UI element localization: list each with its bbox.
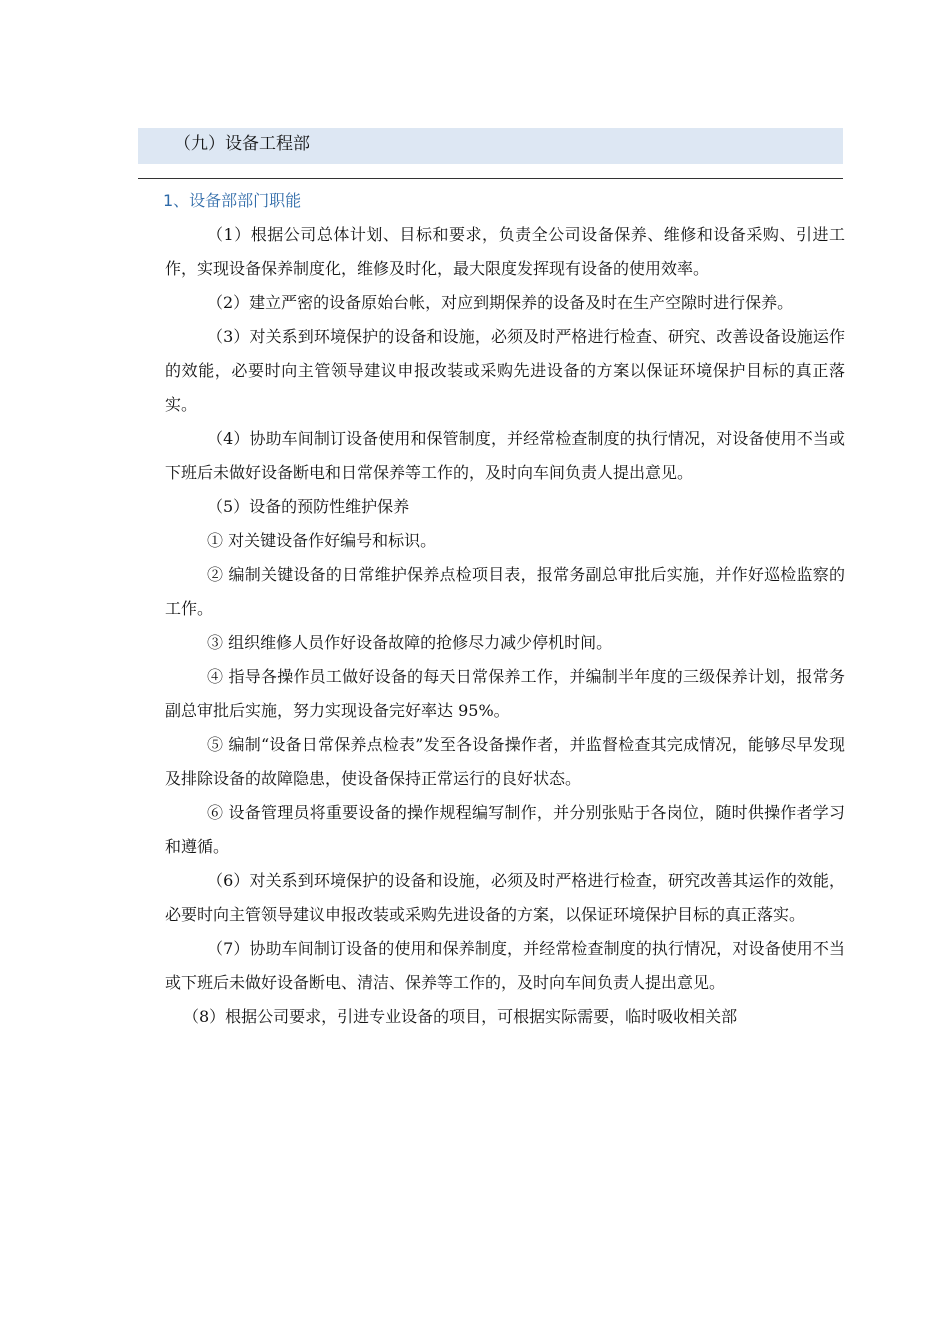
list-item-3: ③ 组织维修人员作好设备故障的抢修尽力减少停机时间。	[207, 633, 613, 652]
paragraph-3: （3）对关系到环境保护的设备和设施，必须及时严格进行检查、研究、改善设备设施运作的效能，必要时向主管领导建议申报改装或采购先进设备的方案以保证环境保护目标的真正落实。	[165, 327, 845, 414]
list-item-6: ⑥ 设备管理员将重要设备的操作规程编写制作，并分别张贴于各岗位，随时供操作者学习和遵循。	[165, 803, 845, 856]
paragraph-7: （7）协助车间制订设备的使用和保养制度，并经常检查制度的执行情况，对设备使用不当或下班后未做好设备断电、清洁、保养等工作的，及时向车间负责人提出意见。	[165, 939, 845, 992]
paragraph-1: （1）根据公司总体计划、目标和要求，负责全公司设备保养、维修和设备采购、引进工作，实现设备保养制度化，维修及时化，最大限度发挥现有设备的使用效率。	[165, 225, 845, 278]
list-item-2: ② 编制关键设备的日常维护保养点检项目表，报常务副总审批后实施，并作好巡检监察的工作。	[165, 565, 845, 618]
list-item-1: ① 对关键设备作好编号和标识。	[207, 531, 437, 550]
list-item-5: ⑤ 编制“设备日常保养点检表”发至各设备操作者，并监督检查其完成情况，能够尽早发现及排除设备的故障隐患，使设备保持正常运行的良好状态。	[165, 735, 845, 788]
divider-rule	[138, 178, 843, 179]
paragraph-6: （6）对关系到环境保护的设备和设施，必须及时严格进行检查，研究改善其运作的效能，必要时向主管领导建议申报改装或采购先进设备的方案，以保证环境保护目标的真正落实。	[165, 871, 845, 924]
paragraph-4: （4）协助车间制订设备使用和保管制度，并经常检查制度的执行情况，对设备使用不当或下班后未做好设备断电和日常保养等工作的，及时向车间负责人提出意见。	[165, 429, 845, 482]
paragraph-5: （5）设备的预防性维护保养	[207, 497, 410, 516]
subsection-heading: 1、设备部部门职能	[163, 191, 302, 210]
list-item-4: ④ 指导各操作员工做好设备的每天日常保养工作，并编制半年度的三级保养计划，报常务副总审批后实施，努力实现设备完好率达 95%。	[165, 667, 845, 720]
paragraph-8: （8）根据公司要求，引进专业设备的项目，可根据实际需要，临时吸收相关部	[183, 1007, 738, 1026]
body-text	[165, 218, 845, 1034]
section-title: （九）设备工程部	[174, 134, 310, 154]
paragraph-2: （2）建立严密的设备原始台帐，对应到期保养的设备及时在生产空隙时进行保养。	[207, 293, 794, 312]
